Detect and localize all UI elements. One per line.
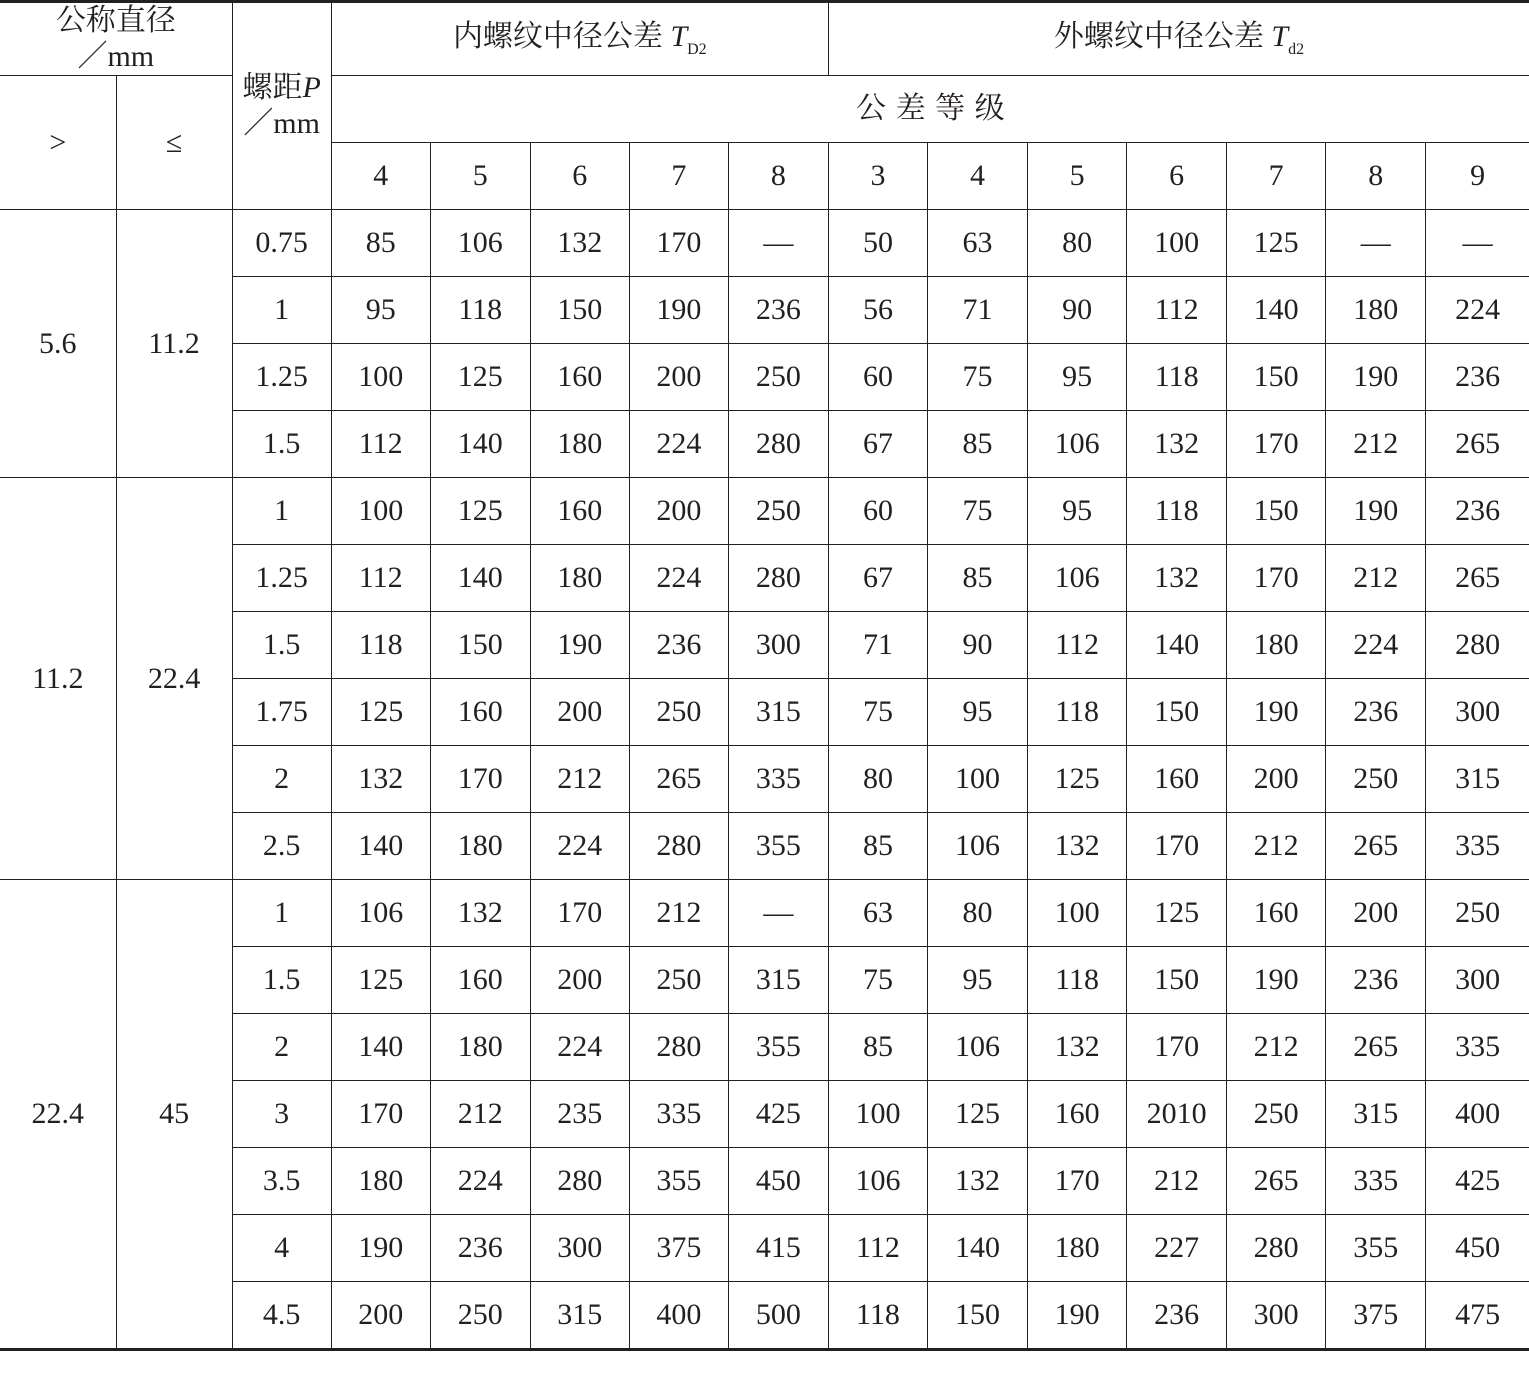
internal-tolerance-cell: 200 [629,478,728,545]
external-tolerance-cell: 170 [1127,813,1227,880]
external-tolerance-cell: 2010 [1127,1081,1227,1148]
external-symbol: T [1271,19,1289,53]
external-tolerance-cell: 75 [828,947,927,1014]
external-tolerance-cell: 80 [928,880,1028,947]
internal-tolerance-cell: 160 [530,344,629,411]
less-equal-header: ≤ [116,76,232,210]
internal-tolerance-cell: 236 [430,1215,530,1282]
external-tolerance-cell: 100 [1028,880,1127,947]
internal-tolerance-cell: 140 [430,545,530,612]
external-tolerance-cell: 90 [928,612,1028,679]
external-tolerance-cell: 150 [928,1282,1028,1350]
internal-grade-header: 6 [530,143,629,210]
external-tolerance-cell: 150 [1227,344,1326,411]
internal-tolerance-cell: 112 [331,545,430,612]
external-tolerance-cell: 112 [1028,612,1127,679]
pitch-cell: 0.75 [232,210,331,277]
external-tolerance-cell: 335 [1426,1014,1529,1081]
external-tolerance-cell: 170 [1227,411,1326,478]
internal-tolerance-cell: 280 [629,813,728,880]
internal-tolerance-cell: 200 [530,679,629,746]
nominal-diameter-unit: ／mm [77,40,155,73]
external-grade-header: 3 [828,143,927,210]
internal-tolerance-cell: 190 [530,612,629,679]
diameter-greater-cell: 5.6 [0,210,116,478]
external-tolerance-cell: 112 [828,1215,927,1282]
table-row [0,880,1529,947]
external-tolerance-cell: 355 [1326,1215,1426,1282]
external-tolerance-cell: 118 [828,1282,927,1350]
external-tolerance-cell: 150 [1227,478,1326,545]
external-tolerance-cell: 180 [1227,612,1326,679]
pitch-cell: 1.5 [232,411,331,478]
external-tolerance-cell: 375 [1326,1282,1426,1350]
internal-tolerance-cell: 300 [530,1215,629,1282]
external-tolerance-cell: 160 [1127,746,1227,813]
external-tolerance-cell: 450 [1426,1215,1529,1282]
external-tolerance-cell: 85 [828,813,927,880]
internal-tolerance-cell: 425 [728,1081,828,1148]
internal-tolerance-cell: 250 [728,478,828,545]
greater-than-header: > [0,76,116,210]
pitch-symbol: P [302,71,321,104]
external-tolerance-cell: 212 [1326,545,1426,612]
internal-tolerance-cell: 132 [530,210,629,277]
internal-tolerance-cell: 315 [530,1282,629,1350]
external-tolerance-cell: 190 [1326,344,1426,411]
pitch-cell: 2 [232,1014,331,1081]
pitch-cell: 1 [232,880,331,947]
external-tolerance-cell: 236 [1326,947,1426,1014]
external-tolerance-cell: 475 [1426,1282,1529,1350]
pitch-cell: 1.5 [232,612,331,679]
internal-tolerance-cell: 180 [430,813,530,880]
external-tolerance-cell: 180 [1028,1215,1127,1282]
external-tolerance-cell: — [1326,210,1426,277]
external-tolerance-cell: 90 [1028,277,1127,344]
internal-tolerance-cell: 140 [331,813,430,880]
internal-tolerance-cell: 100 [331,344,430,411]
internal-tolerance-cell: 106 [331,880,430,947]
internal-tolerance-cell: 450 [728,1148,828,1215]
external-tolerance-cell: 227 [1127,1215,1227,1282]
internal-tolerance-cell: 125 [430,344,530,411]
pitch-cell: 4.5 [232,1282,331,1350]
internal-tolerance-cell: 125 [430,478,530,545]
external-title: 外螺纹中径公差 [1053,18,1264,54]
external-tolerance-cell: 150 [1127,947,1227,1014]
external-grade-header: 6 [1127,143,1227,210]
internal-tolerance-cell: 106 [430,210,530,277]
external-tolerance-cell: 106 [828,1148,927,1215]
external-tolerance-cell: 106 [1028,545,1127,612]
external-tolerance-cell: 180 [1326,277,1426,344]
external-thread-header [828,2,1529,76]
internal-tolerance-cell: 160 [430,679,530,746]
external-tolerance-cell: 118 [1127,344,1227,411]
external-tolerance-cell: 250 [1227,1081,1326,1148]
external-tolerance-cell: 132 [1028,813,1127,880]
pitch-cell: 3 [232,1081,331,1148]
external-tolerance-cell: 224 [1426,277,1529,344]
internal-tolerance-cell: 355 [728,1014,828,1081]
external-tolerance-cell: 71 [928,277,1028,344]
internal-tolerance-cell: 180 [331,1148,430,1215]
external-tolerance-cell: 400 [1426,1081,1529,1148]
external-tolerance-cell: 250 [1326,746,1426,813]
internal-tolerance-cell: 95 [331,277,430,344]
internal-tolerance-cell: 224 [530,1014,629,1081]
external-tolerance-cell: 315 [1326,1081,1426,1148]
internal-tolerance-cell: 132 [331,746,430,813]
internal-tolerance-cell: 212 [629,880,728,947]
internal-tolerance-cell: 125 [331,947,430,1014]
internal-tolerance-cell: 235 [530,1081,629,1148]
external-tolerance-cell: 100 [828,1081,927,1148]
internal-tolerance-cell: 280 [629,1014,728,1081]
internal-tolerance-cell: 112 [331,411,430,478]
internal-tolerance-cell: 280 [728,545,828,612]
external-tolerance-cell: 60 [828,478,927,545]
external-tolerance-cell: 170 [1227,545,1326,612]
external-tolerance-cell: 212 [1227,1014,1326,1081]
internal-tolerance-cell: 190 [331,1215,430,1282]
internal-tolerance-cell: 190 [629,277,728,344]
diameter-le-cell: 22.4 [116,478,232,880]
internal-tolerance-cell: 224 [530,813,629,880]
internal-tolerance-cell: 118 [331,612,430,679]
internal-tolerance-cell: 400 [629,1282,728,1350]
internal-tolerance-cell: 500 [728,1282,828,1350]
internal-tolerance-cell: 212 [430,1081,530,1148]
external-tolerance-cell: 190 [1227,679,1326,746]
external-tolerance-cell: 125 [1127,880,1227,947]
diameter-greater-cell: 11.2 [0,478,116,880]
external-tolerance-cell: 200 [1227,746,1326,813]
external-tolerance-cell: 112 [1127,277,1227,344]
internal-tolerance-cell: 300 [728,612,828,679]
internal-tolerance-cell: 140 [430,411,530,478]
external-tolerance-cell: 80 [1028,210,1127,277]
external-tolerance-cell: 71 [828,612,927,679]
internal-tolerance-cell: 200 [331,1282,430,1350]
external-grade-header: 5 [1028,143,1127,210]
external-tolerance-cell: 132 [1127,411,1227,478]
pitch-cell: 1.75 [232,679,331,746]
internal-tolerance-cell: 125 [331,679,430,746]
internal-tolerance-cell: 315 [728,947,828,1014]
internal-tolerance-cell: 212 [530,746,629,813]
external-tolerance-cell: 132 [1127,545,1227,612]
table-row [0,210,1529,277]
external-tolerance-cell: 280 [1426,612,1529,679]
external-tolerance-cell: 125 [928,1081,1028,1148]
external-tolerance-cell: 100 [1127,210,1227,277]
external-tolerance-cell: 125 [1227,210,1326,277]
internal-tolerance-cell: 140 [331,1014,430,1081]
internal-grade-header: 8 [728,143,828,210]
external-tolerance-cell: 212 [1326,411,1426,478]
external-tolerance-cell: 60 [828,344,927,411]
internal-tolerance-cell: 180 [530,411,629,478]
external-tolerance-cell: 132 [928,1148,1028,1215]
diameter-greater-cell: 22.4 [0,880,116,1350]
internal-tolerance-cell: 250 [629,947,728,1014]
nominal-diameter-label: 公称直径 [55,3,176,38]
internal-tolerance-cell: 100 [331,478,430,545]
pitch-cell: 1.5 [232,947,331,1014]
external-tolerance-cell: 224 [1326,612,1426,679]
external-tolerance-cell: 335 [1426,813,1529,880]
external-tolerance-cell: 106 [928,813,1028,880]
external-tolerance-cell: 67 [828,545,927,612]
internal-tolerance-cell: 150 [430,612,530,679]
external-tolerance-cell: 265 [1326,813,1426,880]
external-tolerance-cell: 315 [1426,746,1529,813]
external-tolerance-cell: 140 [1127,612,1227,679]
external-tolerance-cell: 300 [1227,1282,1326,1350]
internal-title: 内螺纹中径公差 [452,18,663,54]
pitch-cell: 2.5 [232,813,331,880]
external-tolerance-cell: 190 [1326,478,1426,545]
pitch-cell: 3.5 [232,1148,331,1215]
internal-grade-header: 7 [629,143,728,210]
internal-tolerance-cell: 280 [530,1148,629,1215]
external-tolerance-cell: 160 [1028,1081,1127,1148]
internal-tolerance-cell: — [728,880,828,947]
tolerance-grade-header: 公 差 等 级 [331,76,1529,143]
external-tolerance-cell: 300 [1426,679,1529,746]
external-tolerance-cell: 236 [1426,478,1529,545]
external-tolerance-cell: 280 [1227,1215,1326,1282]
internal-tolerance-cell: 355 [728,813,828,880]
external-tolerance-cell: 63 [928,210,1028,277]
table-row [0,478,1529,545]
internal-tolerance-cell: — [728,210,828,277]
internal-tolerance-cell: 150 [530,277,629,344]
external-tolerance-cell: 236 [1426,344,1529,411]
external-tolerance-cell: 85 [828,1014,927,1081]
internal-tolerance-cell: 180 [530,545,629,612]
internal-tolerance-cell: 224 [430,1148,530,1215]
external-tolerance-cell: 95 [1028,478,1127,545]
internal-tolerance-cell: 200 [530,947,629,1014]
internal-tolerance-cell: 236 [629,612,728,679]
internal-tolerance-cell: 224 [629,545,728,612]
pitch-unit: ／mm [243,107,320,140]
external-tolerance-cell: 250 [1426,880,1529,947]
external-tolerance-cell: 118 [1028,679,1127,746]
external-tolerance-cell: 200 [1326,880,1426,947]
external-tolerance-cell: 132 [1028,1014,1127,1081]
external-tolerance-cell: 50 [828,210,927,277]
internal-tolerance-cell: 180 [430,1014,530,1081]
external-tolerance-cell: 140 [1227,277,1326,344]
internal-subscript: D2 [687,40,707,58]
pitch-cell: 1 [232,277,331,344]
internal-tolerance-cell: 160 [430,947,530,1014]
external-tolerance-cell: 85 [928,545,1028,612]
pitch-header [232,2,331,210]
external-tolerance-cell: 63 [828,880,927,947]
external-grade-header: 8 [1326,143,1426,210]
internal-tolerance-cell: 170 [530,880,629,947]
external-tolerance-cell: 80 [828,746,927,813]
internal-symbol: T [670,19,688,53]
external-tolerance-cell: 95 [928,947,1028,1014]
internal-thread-header [331,2,828,76]
external-tolerance-cell: 190 [1028,1282,1127,1350]
diameter-le-cell: 45 [116,880,232,1350]
internal-tolerance-cell: 415 [728,1215,828,1282]
external-tolerance-cell: 212 [1227,813,1326,880]
external-tolerance-cell: 265 [1426,411,1529,478]
external-tolerance-cell: 335 [1326,1148,1426,1215]
internal-tolerance-cell: 315 [728,679,828,746]
pitch-cell: 1 [232,478,331,545]
external-tolerance-cell: 100 [928,746,1028,813]
internal-tolerance-cell: 236 [728,277,828,344]
internal-tolerance-cell: 85 [331,210,430,277]
external-grade-header: 4 [928,143,1028,210]
internal-tolerance-cell: 224 [629,411,728,478]
external-tolerance-cell: 85 [928,411,1028,478]
external-tolerance-cell: 118 [1127,478,1227,545]
internal-tolerance-cell: 160 [530,478,629,545]
external-tolerance-cell: 265 [1426,545,1529,612]
external-tolerance-cell: 236 [1326,679,1426,746]
pitch-cell: 1.25 [232,344,331,411]
internal-tolerance-cell: 170 [430,746,530,813]
nominal-diameter-header [0,2,232,76]
external-tolerance-cell: 67 [828,411,927,478]
external-tolerance-cell: 75 [928,344,1028,411]
internal-tolerance-cell: 335 [728,746,828,813]
internal-tolerance-cell: 250 [430,1282,530,1350]
external-tolerance-cell: 170 [1028,1148,1127,1215]
external-tolerance-cell: 106 [1028,411,1127,478]
internal-tolerance-cell: 335 [629,1081,728,1148]
external-tolerance-cell: 170 [1127,1014,1227,1081]
external-tolerance-cell: 150 [1127,679,1227,746]
external-tolerance-cell: 106 [928,1014,1028,1081]
external-tolerance-cell: 265 [1326,1014,1426,1081]
internal-tolerance-cell: 250 [728,344,828,411]
external-tolerance-cell: 75 [828,679,927,746]
external-subscript: d2 [1288,40,1305,58]
internal-tolerance-cell: 118 [430,277,530,344]
external-tolerance-cell: 300 [1426,947,1529,1014]
diameter-le-cell: 11.2 [116,210,232,478]
external-grade-header: 7 [1227,143,1326,210]
external-grade-header: 9 [1426,143,1529,210]
external-tolerance-cell: 212 [1127,1148,1227,1215]
external-tolerance-cell: 75 [928,478,1028,545]
external-tolerance-cell: 95 [1028,344,1127,411]
external-tolerance-cell: 56 [828,277,927,344]
internal-tolerance-cell: 265 [629,746,728,813]
external-tolerance-cell: 160 [1227,880,1326,947]
external-tolerance-cell: 425 [1426,1148,1529,1215]
external-tolerance-cell: 236 [1127,1282,1227,1350]
external-tolerance-cell: 140 [928,1215,1028,1282]
internal-tolerance-cell: 375 [629,1215,728,1282]
internal-tolerance-cell: 355 [629,1148,728,1215]
external-tolerance-cell: 118 [1028,947,1127,1014]
external-tolerance-cell: 95 [928,679,1028,746]
pitch-label: 螺距 [242,70,303,105]
internal-grade-header: 4 [331,143,430,210]
internal-tolerance-cell: 132 [430,880,530,947]
pitch-cell: 2 [232,746,331,813]
external-tolerance-cell: 125 [1028,746,1127,813]
external-tolerance-cell: 265 [1227,1148,1326,1215]
internal-tolerance-cell: 250 [629,679,728,746]
internal-grade-header: 5 [430,143,530,210]
internal-tolerance-cell: 280 [728,411,828,478]
internal-tolerance-cell: 170 [629,210,728,277]
internal-tolerance-cell: 170 [331,1081,430,1148]
pitch-cell: 4 [232,1215,331,1282]
internal-tolerance-cell: 200 [629,344,728,411]
external-tolerance-cell: 190 [1227,947,1326,1014]
external-tolerance-cell: — [1426,210,1529,277]
pitch-cell: 1.25 [232,545,331,612]
